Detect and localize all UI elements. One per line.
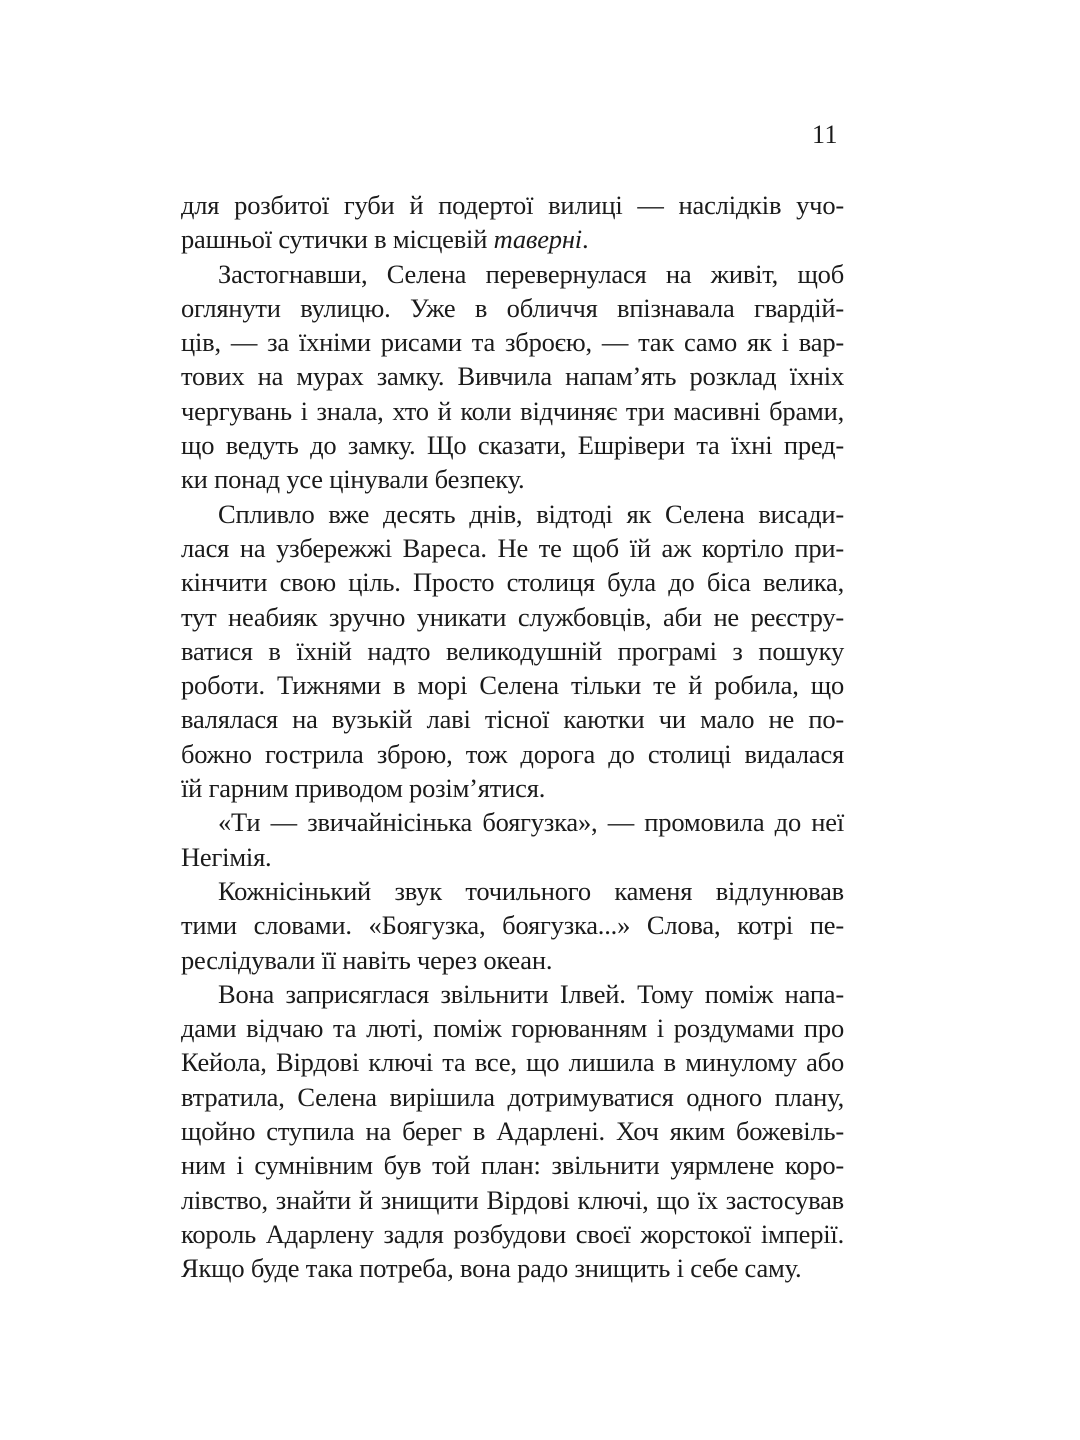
text-line: тими словами. «Боягузка, боягузка...» Слова, котрі пе- [181, 910, 844, 941]
text-line: чергувань і знала, хто й коли відчиняє три масивні брами, [181, 395, 844, 426]
text-line: для розбитої губи й подертої вилиці — наслідків учо- [181, 190, 844, 220]
text-line: «Ти — звичайнісінька боягузка», — промовила до неї [218, 807, 844, 838]
text-line: оглянути вулицю. Уже в обличчя впізнавала гвардій- [181, 292, 844, 323]
text-line: їй гарним приводом розім’ятися. [181, 773, 546, 804]
text-line: король Адарлену задля розбудови своєї жорстокої імперії. [181, 1218, 844, 1249]
text-line: ватися в їхній надто великодушній програмі з пошуку [181, 635, 844, 666]
plain-text: рашньої сутички в місцевій [181, 224, 494, 255]
page-number: 11 [811, 120, 838, 149]
paragraph [181, 497, 844, 806]
text-line: Якщо буде така потреба, вона радо знищить і себе саму. [181, 1253, 802, 1284]
italic-text: таверні [493, 224, 582, 255]
text-line: втратила, Селена вирішила дотримуватися одного плану, [181, 1081, 844, 1112]
text-line: Застогнавши, Селена перевернулася на живіт, щоб [218, 258, 844, 289]
text-line: Вона заприсяглася звільнити Ілвей. Тому поміж напа- [218, 978, 844, 1009]
text-line: роботи. Тижнями в морі Селена тільки те й робила, що [181, 670, 844, 701]
text-line: тут неабияк зручно уникати службовців, аби не реєстру- [181, 601, 844, 632]
text-line: божно гострила зброю, тож дорога до столиці видалася [181, 738, 844, 769]
text-line [181, 222, 844, 256]
text-line: лася на узбережжі Вареса. Не те щоб їй аж кортіло при- [181, 532, 844, 563]
text-line: тових на мурах замку. Вивчила напам’ять розклад їхніх [181, 361, 844, 392]
text-line: лівство, знайти й знищити Вірдові ключі, що їх застосував [181, 1184, 844, 1215]
text-line: Кейола, Вірдові ключі та все, що лишила в минулому або [181, 1047, 844, 1078]
text-line: Спливло вже десять днів, відтоді як Селена висади- [218, 498, 844, 529]
text-line: кінчити свою ціль. Просто столиця була до біса велика, [181, 567, 844, 598]
text-line: ців, — за їхніми рисами та зброєю, — так само як і вар- [181, 327, 844, 358]
paragraph [181, 188, 844, 257]
text-line: дами відчаю та люті, поміж горюванням і роздумами про [181, 1013, 844, 1044]
text-line: валялася на вузькій лаві тісної каютки чи мало не по- [181, 704, 844, 735]
paragraph [181, 257, 844, 497]
body-text-column [181, 188, 844, 1286]
text-line: ним і сумнівним був той план: звільнити уярмлене коро- [181, 1150, 844, 1181]
paragraph [181, 874, 844, 977]
text-line: реслідували її навіть через океан. [181, 944, 553, 975]
plain-text: . [581, 224, 589, 255]
text-line: Кожнісінький звук точильного каменя відлунював [218, 875, 844, 906]
text-line: Негімія. [181, 841, 272, 872]
text-line: щойно ступила на берег в Адарлені. Хоч яким божевіль- [181, 1116, 844, 1147]
text-line: що ведуть до замку. Що сказати, Ешрівери та їхні пред- [181, 430, 844, 461]
paragraph [181, 977, 844, 1286]
paragraph [181, 805, 844, 874]
text-line: ки понад усе цінували безпеку. [181, 464, 525, 495]
